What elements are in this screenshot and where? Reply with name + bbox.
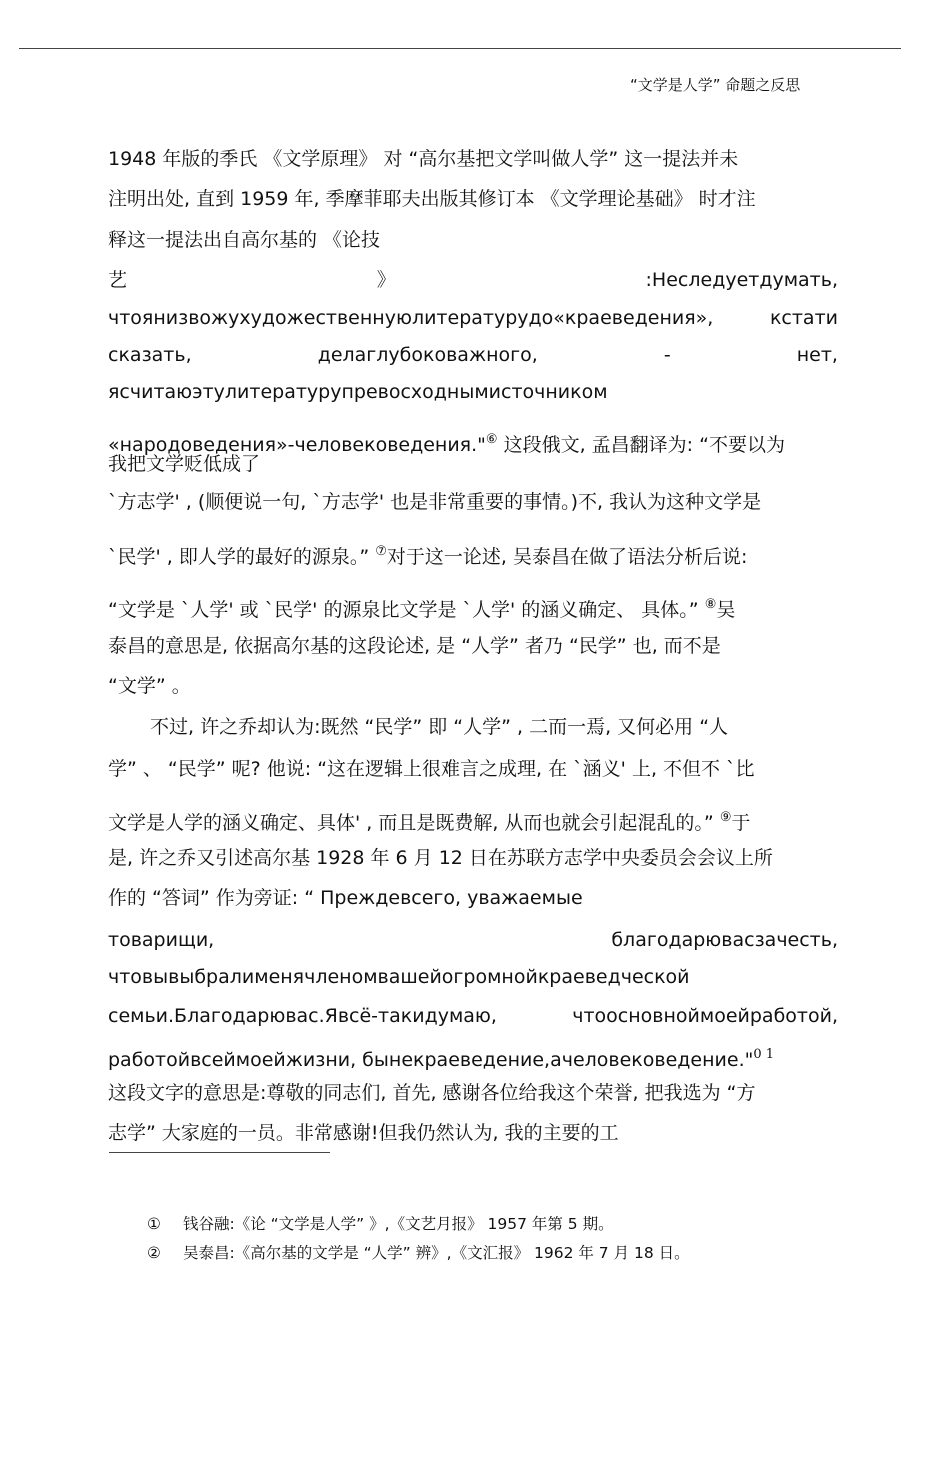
text-fragment: чтоосновноймоейработой, xyxy=(572,1005,838,1027)
text-fragment: 文学是人学的涵义确定、具体' , 而且是既费解, 从而也就会引起混乱的。” xyxy=(108,812,720,834)
text-line xyxy=(108,343,838,367)
text-line: `方志学' , (顺便说一句, `方志学' 也是非常重要的事情。)不, 我认为这种文学是 xyxy=(108,491,762,513)
footnote-ref[interactable]: ⑥ xyxy=(485,432,498,447)
text-fragment: сказать, xyxy=(108,344,192,366)
footnote-rule xyxy=(109,1152,330,1153)
text-line xyxy=(108,593,838,622)
text-line xyxy=(108,540,838,569)
text-fragment: 》 xyxy=(376,269,396,291)
text-fragment: благодарювасзачесть, xyxy=(611,929,838,951)
text-fragment: нет, xyxy=(796,344,838,366)
text-fragment: чтоянизвожухудожественнуюлитературудо«краеведения», xyxy=(108,307,714,329)
footnote-ref[interactable]: ⑧ xyxy=(704,597,717,612)
text-fragment: 这段俄文, 孟昌翻译为: “不要以为 xyxy=(497,434,785,456)
text-line: чтовывыбралименячленомвашейогромнойкраеведческой xyxy=(108,966,690,988)
footnote-item xyxy=(147,1241,690,1263)
text-fragment: делаглубоковажного, xyxy=(317,344,538,366)
text-line: ясчитаюэтулитературупревосходнымисточником xyxy=(108,381,608,403)
text-fragment: 对于这一论述, 吴泰昌在做了语法分析后说: xyxy=(386,546,748,568)
footnote-mark: ② xyxy=(147,1244,161,1262)
footnote-text: 吴泰昌:《高尔基的文学是 “人学” 辨》,《文汇报》 1962 年 7 月 18 日。 xyxy=(183,1244,690,1262)
text-fragment: `民学' , 即人学的最好的源泉。” xyxy=(108,546,376,568)
text-fragment: «народоведения»-человековедения." xyxy=(108,434,486,456)
footnote-ref[interactable]: ⑦ xyxy=(375,544,387,559)
header-rule xyxy=(19,48,901,49)
text-line: 志学” 大家庭的一员。非常感谢!但我仍然认为, 我的主要的工 xyxy=(108,1122,619,1144)
text-fragment: 吴 xyxy=(716,599,736,621)
text-fragment: семьи.Благодарювас.Явсё-такидумаю, xyxy=(108,1005,497,1027)
footnote-ref[interactable]: ⑨ xyxy=(719,810,732,825)
text-fragment: кстати xyxy=(769,307,838,329)
text-line: 1948 年版的季氏 《文学原理》 对 “高尔基把文学叫做人学” 这一提法并未 xyxy=(108,148,739,170)
text-fragment: 艺 xyxy=(108,269,128,291)
text-line xyxy=(108,268,838,292)
text-line xyxy=(108,928,838,952)
text-fragment: “文学是 `人学' 或 `民学' 的源泉比文学是 `人学' 的涵义确定、 具体。” xyxy=(108,599,705,621)
text-fragment: :Неследуетдумать, xyxy=(645,269,838,291)
text-line xyxy=(108,806,838,835)
text-line: 这段文字的意思是:尊敬的同志们, 首先, 感谢各位给我这个荣誉, 把我选为 “方 xyxy=(108,1082,756,1104)
text-line xyxy=(108,1004,838,1028)
text-fragment: работойвсеймоейжизни, бынекраеведение,ачеловековедение." xyxy=(108,1049,754,1071)
text-line xyxy=(108,1043,838,1072)
text-fragment: - xyxy=(663,344,671,366)
text-line: 学” 、 “民学” 呢? 他说: “这在逻辑上很难言之成理, 在 `涵义' 上, 不但不 `比 xyxy=(108,758,755,780)
footnote-item xyxy=(147,1212,614,1234)
text-fragment: товарищи, xyxy=(108,929,215,951)
text-line: 作的 “答词” 作为旁证: “ Преждевсего, уважаемые xyxy=(108,887,583,909)
footnote-ref[interactable]: 0 1 xyxy=(753,1047,775,1062)
text-line: 注明出处, 直到 1959 年, 季摩菲耶夫出版其修订本 《文学理论基础》 时才注 xyxy=(108,188,756,210)
text-line: 是, 许之乔又引述高尔基 1928 年 6 月 12 日在苏联方志学中央委员会会议上所 xyxy=(108,847,773,869)
running-title: “文学是人学” 命题之反思 xyxy=(630,76,801,94)
text-line: “文学” 。 xyxy=(108,675,191,697)
text-line: 泰昌的意思是, 依据高尔基的这段论述, 是 “人学” 者乃 “民学” 也, 而不是 xyxy=(108,635,721,657)
text-line: 我把文学贬低成了 xyxy=(108,453,261,475)
footnote-mark: ① xyxy=(147,1215,161,1233)
text-line xyxy=(108,306,838,330)
paragraph-first-line: 不过, 许之乔却认为:既然 “民学” 即 “人学” , 二而一焉, 又何必用 “人 xyxy=(150,716,729,738)
footnote-text: 钱谷融:《论 “文学是人学” 》,《文艺月报》 1957 年第 5 期。 xyxy=(183,1215,614,1233)
text-line: 释这一提法出自高尔基的 《论技 xyxy=(108,229,381,251)
text-fragment: 于 xyxy=(731,812,751,834)
